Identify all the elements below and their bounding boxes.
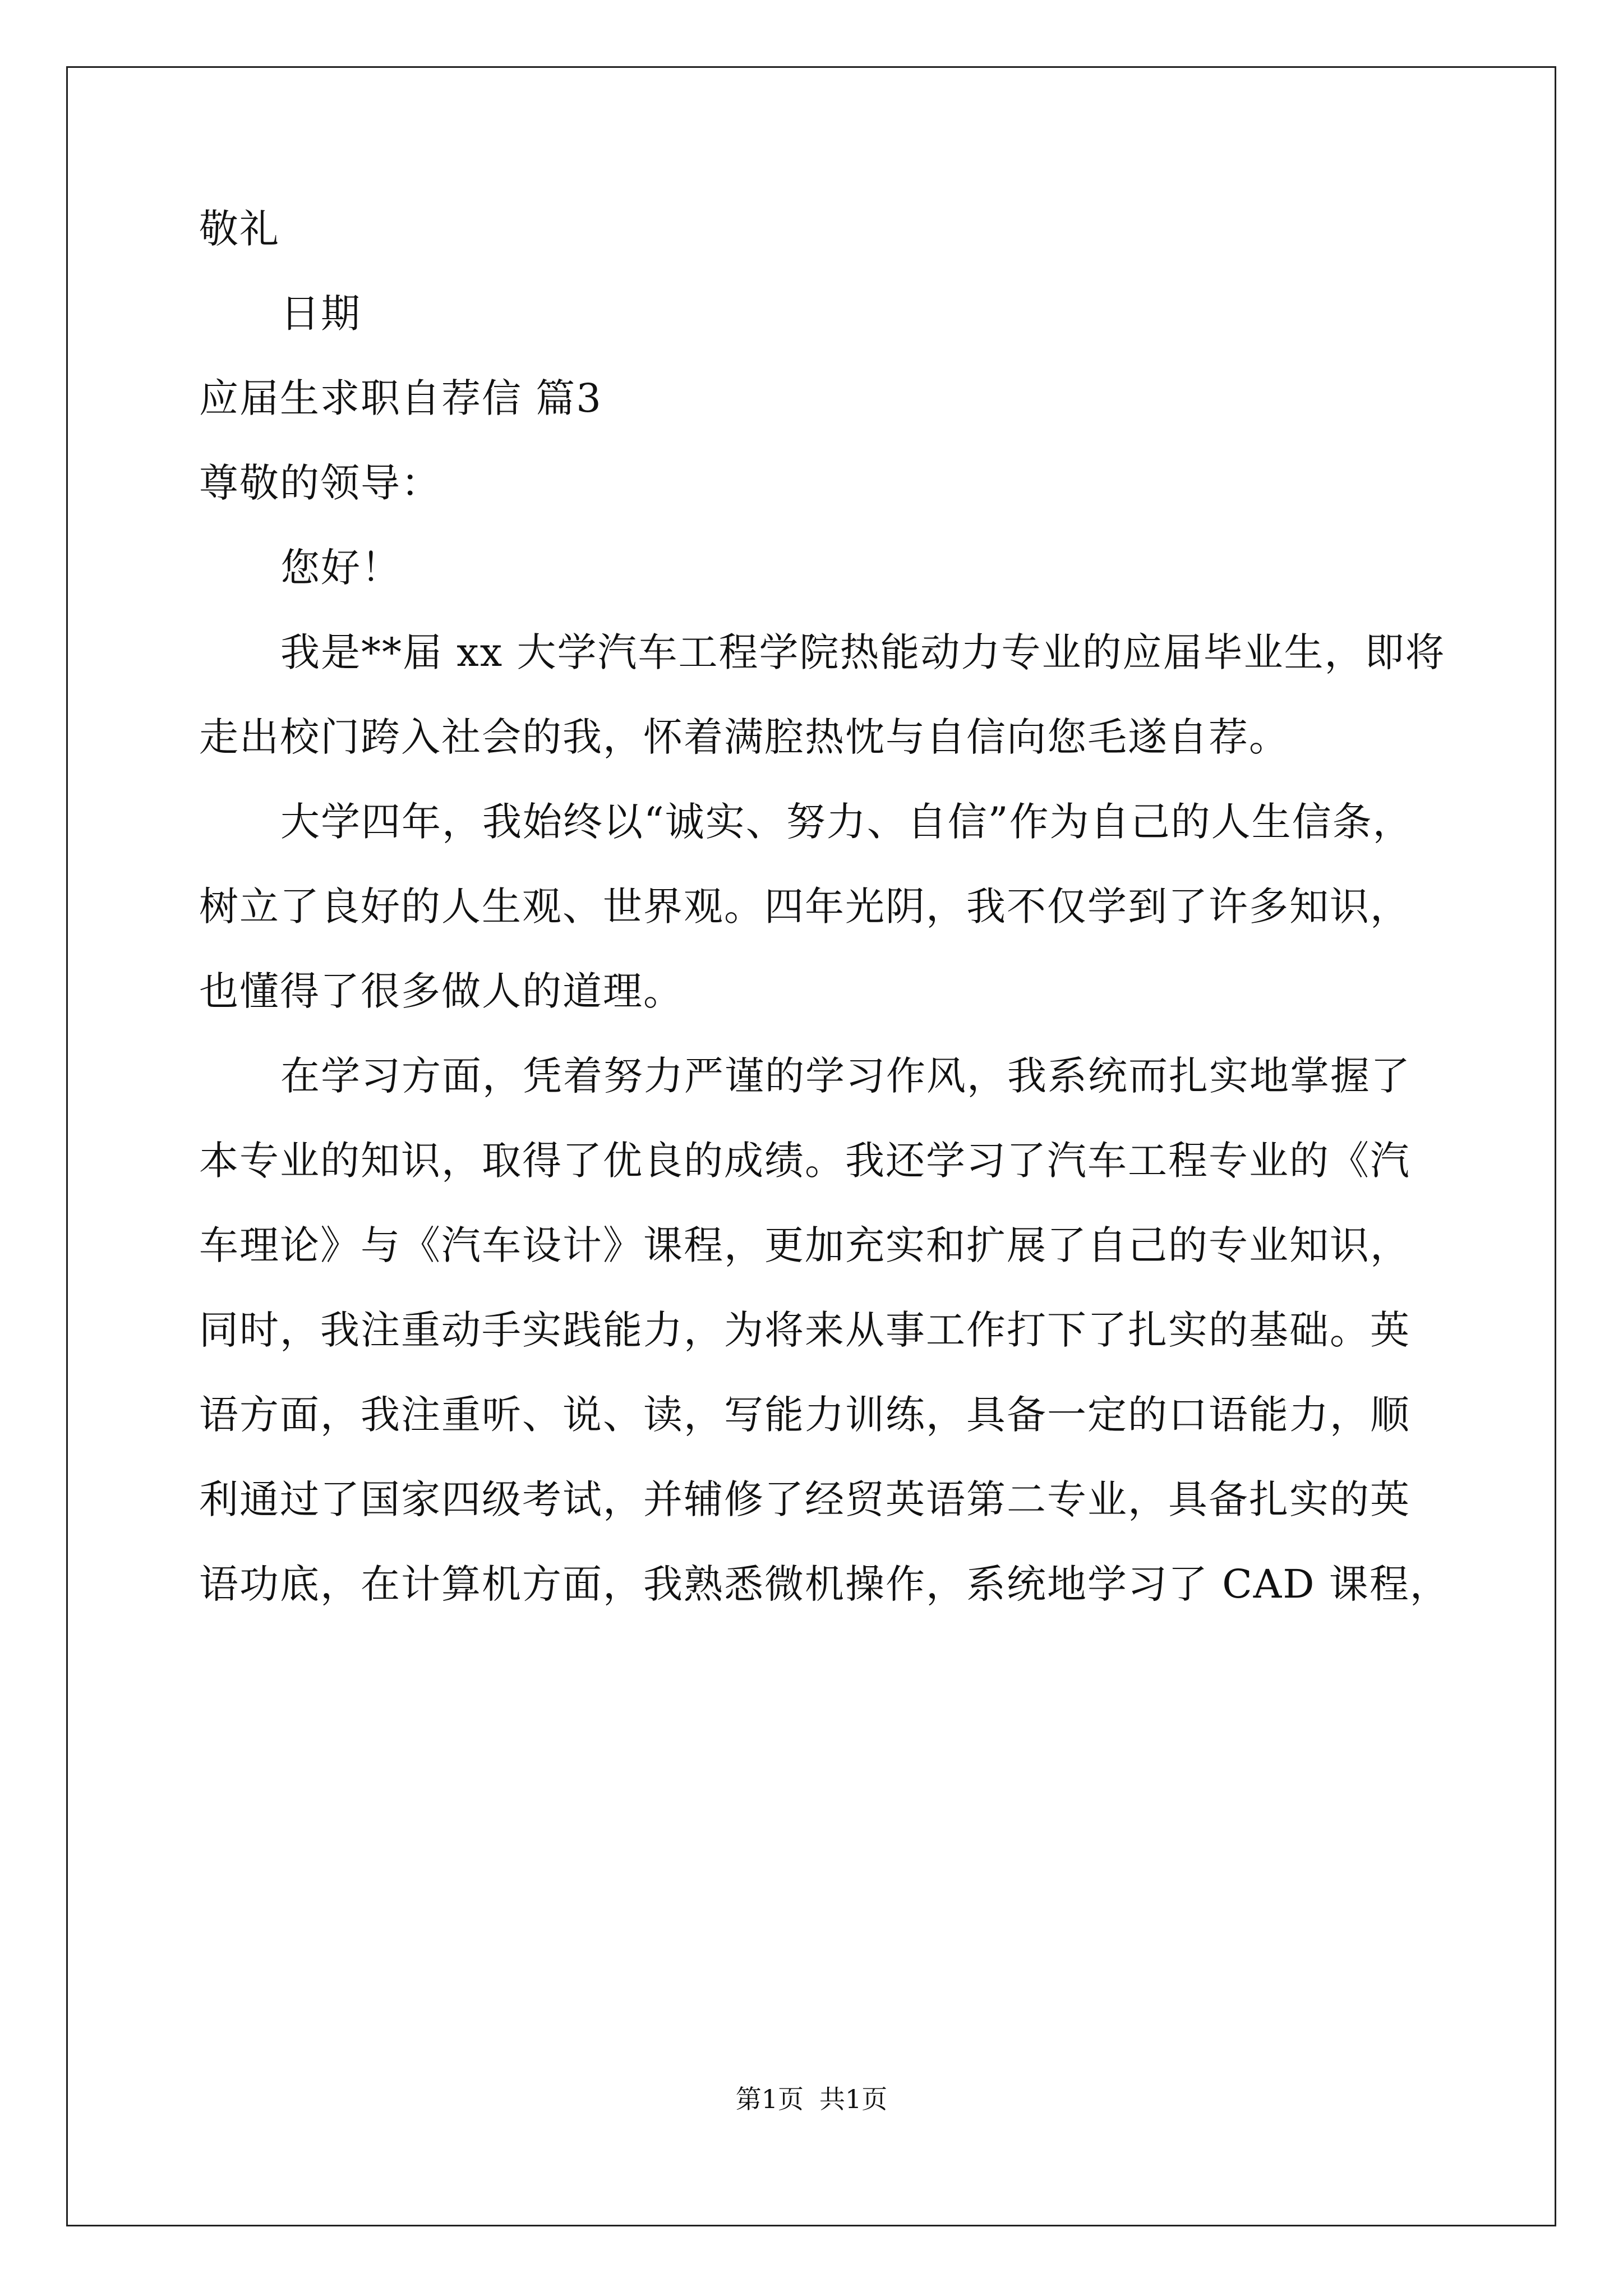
greeting-text: 您好！ xyxy=(280,545,402,591)
paragraph-line: 我是**届 xx 大学汽车工程学院热能动力专业的应届毕业生，即将 xyxy=(280,629,1446,675)
paragraph-line: 在学习方面，凭着努力严谨的学习作风，我系统而扎实地掌握了 xyxy=(280,1053,1411,1099)
closing-text: 敬礼 xyxy=(199,206,280,252)
paragraph-line: 走出校门跨入社会的我，怀着满腔热忱与自信向您毛遂自荐。 xyxy=(199,714,1289,760)
paragraph-line: 树立了良好的人生观、世界观。四年光阴，我不仅学到了许多知识， xyxy=(199,884,1410,930)
paragraph-university xyxy=(199,800,1467,1013)
document-body xyxy=(199,208,1467,1605)
paragraph-line: 本专业的知识，取得了优良的成绩。我还学习了汽车工程专业的《汽 xyxy=(199,1138,1410,1184)
page-footer xyxy=(0,2085,1623,2113)
paragraph-line: 语方面，我注重听、说、读，写能力训练，具备一定的口语能力，顺 xyxy=(199,1392,1410,1438)
paragraph-line: 也懂得了很多做人的道理。 xyxy=(199,968,684,1014)
paragraph-line: 同时，我注重动手实践能力，为将来从事工作打下了扎实的基础。英 xyxy=(199,1307,1410,1353)
paragraph-line: 大学四年，我始终以“诚实、努力、自信”作为自己的人生信条， xyxy=(280,799,1413,845)
paragraph-line: 车理论》与《汽车设计》课程，更加充实和扩展了自己的专业知识， xyxy=(199,1222,1410,1268)
salutation-text: 尊敬的领导： xyxy=(199,460,441,506)
page-total: 共1页 xyxy=(819,2084,888,2114)
paragraph-intro xyxy=(199,631,1467,758)
paragraph-line: 利通过了国家四级考试，并辅修了经贸英语第二专业，具备扎实的英 xyxy=(199,1476,1410,1522)
letter-heading: 应届生求职自荐信 篇3 xyxy=(199,375,602,421)
paragraph-line: 语功底，在计算机方面，我熟悉微机操作，系统地学习了 CAD 课程， xyxy=(199,1561,1450,1607)
page-number: 第1页 xyxy=(735,2084,804,2114)
date-text: 日期 xyxy=(280,291,361,337)
paragraph-study xyxy=(199,1055,1467,1605)
